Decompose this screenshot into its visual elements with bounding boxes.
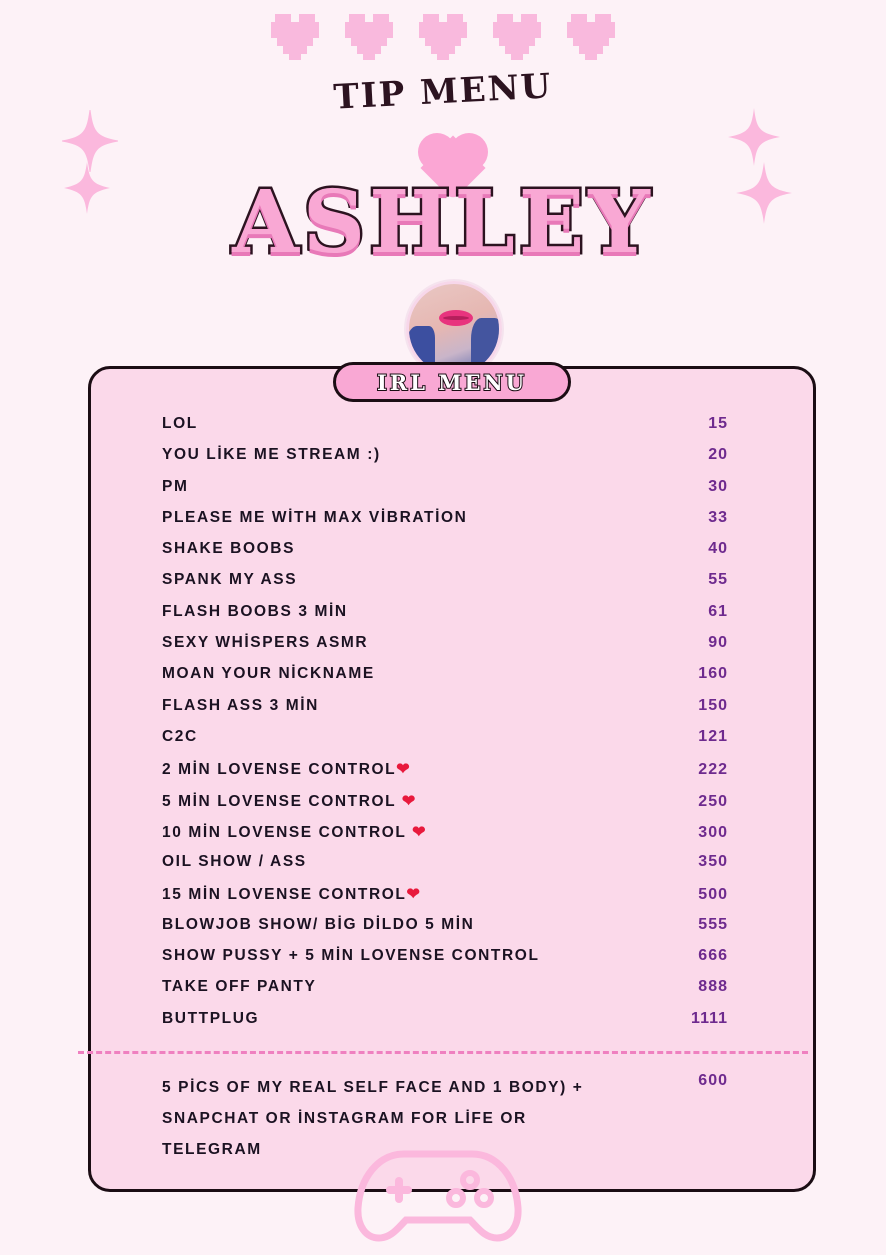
list-item[interactable] [162, 634, 728, 665]
item-label: OIL SHOW / ASS [162, 853, 307, 871]
item-label: PM [162, 477, 189, 495]
list-item[interactable] [162, 884, 728, 915]
item-label: TAKE OFF PANTY [162, 978, 317, 996]
item-label: 10 MİN LOVENSE CONTROL ❤ [162, 823, 426, 841]
item-label: SHOW PUSSY + 5 MİN LOVENSE CONTROL [162, 947, 540, 965]
irl-menu-badge: IRL MENU [333, 362, 571, 402]
item-price: 30 [708, 477, 728, 495]
item-price: 666 [698, 947, 728, 965]
pixel-heart-icon [267, 8, 323, 60]
item-price: 160 [698, 665, 728, 683]
item-label: SHAKE BOOBS [162, 540, 296, 558]
item-price: 121 [698, 727, 728, 745]
performer-name: ASHLEY [232, 172, 654, 273]
item-label: MOAN YOUR NİCKNAME [162, 665, 375, 683]
item-price: 40 [708, 540, 728, 558]
pixel-heart-icon [415, 8, 471, 60]
list-item[interactable] [162, 1010, 728, 1041]
game-controller-icon [352, 1138, 524, 1250]
item-label: SPANK MY ASS [162, 571, 298, 589]
list-item[interactable] [162, 603, 728, 634]
pixel-heart-icon [341, 8, 397, 60]
bonus-item-price: 600 [698, 1072, 728, 1089]
list-item[interactable] [162, 478, 728, 509]
list-item[interactable] [162, 728, 728, 759]
item-label: SEXY WHİSPERS ASMR [162, 634, 369, 652]
item-label: FLASH BOOBS 3 MİN [162, 602, 348, 620]
list-item[interactable] [162, 415, 728, 446]
item-price: 61 [708, 602, 728, 620]
item-label: FLASH ASS 3 MİN [162, 696, 319, 714]
item-price: 150 [698, 696, 728, 714]
item-label: C2C [162, 727, 198, 745]
item-price: 33 [708, 508, 728, 526]
item-label: 5 MİN LOVENSE CONTROL ❤ [162, 792, 416, 810]
item-price: 500 [698, 886, 728, 904]
heart-icon: ❤ [396, 761, 410, 779]
pixel-heart-icon [489, 8, 545, 60]
list-item[interactable] [162, 822, 728, 853]
item-price: 15 [708, 415, 728, 432]
list-item[interactable] [162, 665, 728, 696]
tip-menu-list [162, 415, 728, 1041]
item-label: PLEASE ME WİTH MAX VİBRATİON [162, 508, 468, 526]
item-label: YOU LİKE ME STREAM :) [162, 446, 381, 464]
list-item[interactable] [162, 759, 728, 790]
list-item[interactable] [162, 540, 728, 571]
item-label: LOL [162, 415, 198, 432]
heart-icon: ❤ [406, 886, 420, 904]
list-item[interactable] [162, 853, 728, 884]
item-price: 250 [698, 792, 728, 810]
sparkle-icon [728, 108, 780, 166]
item-price: 300 [698, 823, 728, 841]
item-label: BUTTPLUG [162, 1009, 260, 1027]
list-item[interactable] [162, 791, 728, 822]
page-title: TIP MENU [332, 66, 554, 118]
pixel-hearts-row [0, 8, 886, 60]
item-price: 20 [708, 446, 728, 464]
item-label: 2 MİN LOVENSE CONTROL❤ [162, 761, 410, 779]
list-item[interactable] [162, 446, 728, 477]
item-price: 222 [698, 761, 728, 779]
pixel-heart-icon [563, 8, 619, 60]
item-price: 350 [698, 853, 728, 871]
heart-icon: ❤ [401, 792, 416, 810]
list-item[interactable] [162, 947, 728, 978]
item-price: 555 [698, 915, 728, 933]
list-item[interactable] [162, 509, 728, 540]
item-price: 55 [708, 571, 728, 589]
list-item[interactable] [162, 916, 728, 947]
item-label: BLOWJOB SHOW/ BİG DİLDO 5 MİN [162, 915, 475, 933]
bonus-item-label: 5 PİCS OF MY REAL SELF FACE AND 1 BODY) + SNAPCHAT OR İNSTAGRAM FOR LİFE OR TELEGRAM [162, 1079, 584, 1158]
list-item[interactable] [162, 978, 728, 1009]
item-price: 90 [708, 634, 728, 652]
heart-icon: ❤ [412, 823, 426, 841]
list-item[interactable] [162, 571, 728, 602]
item-price: 1111 [691, 1009, 728, 1027]
item-price: 888 [698, 978, 728, 996]
item-label: 15 MİN LOVENSE CONTROL❤ [162, 886, 420, 904]
divider [78, 1051, 808, 1054]
list-item[interactable] [162, 697, 728, 728]
